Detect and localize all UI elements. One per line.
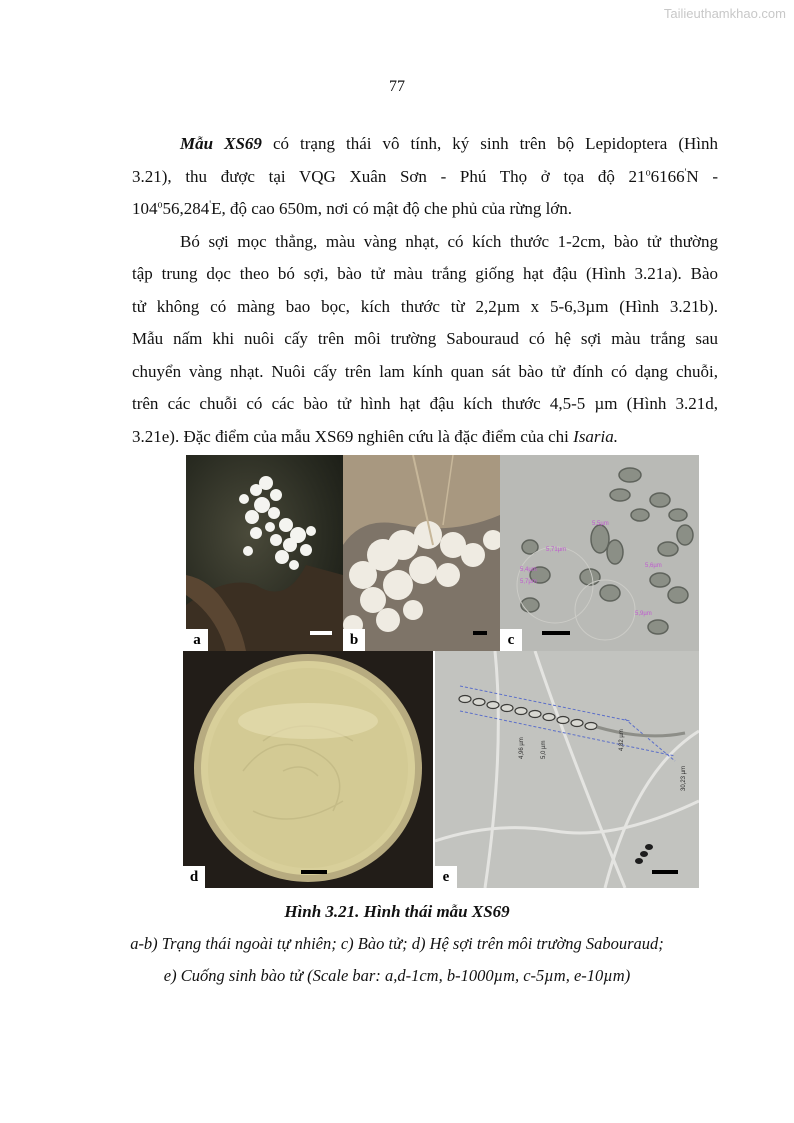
p1-line3-text: E, độ cao 650m, nơi có mật độ che phủ của rừng lớn. [211, 199, 573, 218]
figure-caption-line-1: a-b) Trạng thái ngoài tự nhiên; c) Bào tử; d) Hệ sợi trên môi trường Sabouraud; [130, 934, 664, 953]
watermark: Tailieuthamkhao.com [663, 6, 786, 21]
figure-panel-b [343, 455, 500, 651]
measure-label-1: 4,96 µm [519, 737, 525, 759]
measure-label-2: 5,0 µm [541, 740, 547, 759]
label-d: d [183, 866, 205, 888]
figure-panel-c [500, 455, 699, 651]
scale-bar-a [310, 631, 332, 635]
p1-line1-text: có trạng thái vô tính, ký sinh trên bộ Lepidoptera (Hình [261, 134, 718, 153]
label-c: c [500, 629, 522, 651]
paragraph-2-line-1: Bó sợi mọc thẳng, màu vàng nhạt, có kích thước 1-2cm, bào tử thường [180, 231, 718, 251]
genus-name: Isaria. [573, 426, 619, 446]
figure-panel-e [435, 651, 699, 888]
spore-measure-6: 5,9µm [635, 611, 652, 617]
scale-bar-b [473, 631, 487, 635]
lat-dir: N - [686, 166, 718, 186]
petri-dish-photo [183, 651, 433, 888]
specimen-name: Mẫu XS69 [180, 134, 262, 153]
page-number: 77 [389, 78, 405, 95]
paragraph-2-line-7 [132, 421, 718, 454]
scale-bar-d [301, 870, 327, 874]
measure-label-4: 30,23 µm [681, 765, 687, 791]
figure-panel-d [183, 651, 433, 888]
figure-caption-title: Hình 3.21. Hình thái mẫu XS69 [284, 902, 510, 921]
spore-measure-2: 5,4µm [520, 567, 537, 573]
spore-measure-1: 5,5µm [592, 521, 609, 527]
label-a: a [186, 629, 208, 651]
spore-measure-4: 5,71µm [546, 547, 567, 553]
lat-degree: o [645, 166, 651, 178]
figure-panel-a [186, 455, 343, 651]
paragraph-1-line-3 [132, 193, 718, 226]
figure-caption-line-2: e) Cuống sinh bào tử (Scale bar: a,d-1cm, b-1000µm, c-5µm, e-10µm) [163, 966, 631, 985]
specimen-closeup-photo [343, 455, 500, 651]
conidiophore-micrograph [435, 651, 699, 888]
paragraph-2-line-6: trên các chuỗi có các bào tử hình hạt đậu kích thước 4,5-5 µm (Hình 3.21d, [132, 394, 718, 413]
label-e: e [435, 866, 457, 888]
label-b: b [343, 629, 365, 651]
paragraph-2-line-2: tập trung dọc theo bó sợi, bào tử màu trắng giống hạt đậu (Hình 3.21a). Bào [132, 264, 718, 283]
paragraph-2-line-4: Mẫu nấm khi nuôi cấy trên môi trường Sabouraud có hệ sợi màu trắng sau [132, 329, 718, 348]
paragraph-1-line-2 [132, 161, 718, 194]
paragraph-1-line-1 [132, 128, 718, 161]
p1-line2-text: 3.21), thu được tại VQG Xuân Sơn - Phú Thọ ở tọa độ 21 [132, 166, 646, 186]
measure-label-3: 4,82 µm [619, 729, 625, 751]
spores-micrograph [500, 455, 699, 651]
scale-bar-c [542, 631, 570, 635]
paragraph-2-line-3: tử không có màng bao bọc, kích thước từ 2,2µm x 5-6,3µm (Hình 3.21b). [132, 296, 718, 316]
scale-bar-e [652, 870, 678, 874]
paragraph-2-line-5: chuyển vàng nhạt. Nuôi cấy trên lam kính quan sát bào tử đính có dạng chuỗi, [132, 361, 718, 381]
lon-degree: o [157, 199, 163, 211]
lon-deg-value: 104 [132, 199, 158, 218]
body-text [132, 128, 718, 453]
lat-value: 6166 [650, 166, 685, 186]
p2-line7-text: 3.21e). Đặc điểm của mẫu XS69 nghiên cứu là đặc điểm của chi [132, 426, 574, 446]
spore-measure-3: 5,7µm [520, 579, 537, 585]
spore-measure-5: 5,6µm [645, 563, 662, 569]
specimen-nature-photo [186, 455, 343, 651]
lat-minute: ' [684, 166, 687, 178]
lon-minute: ' [209, 199, 212, 211]
lon-value: 56,284 [162, 199, 210, 218]
